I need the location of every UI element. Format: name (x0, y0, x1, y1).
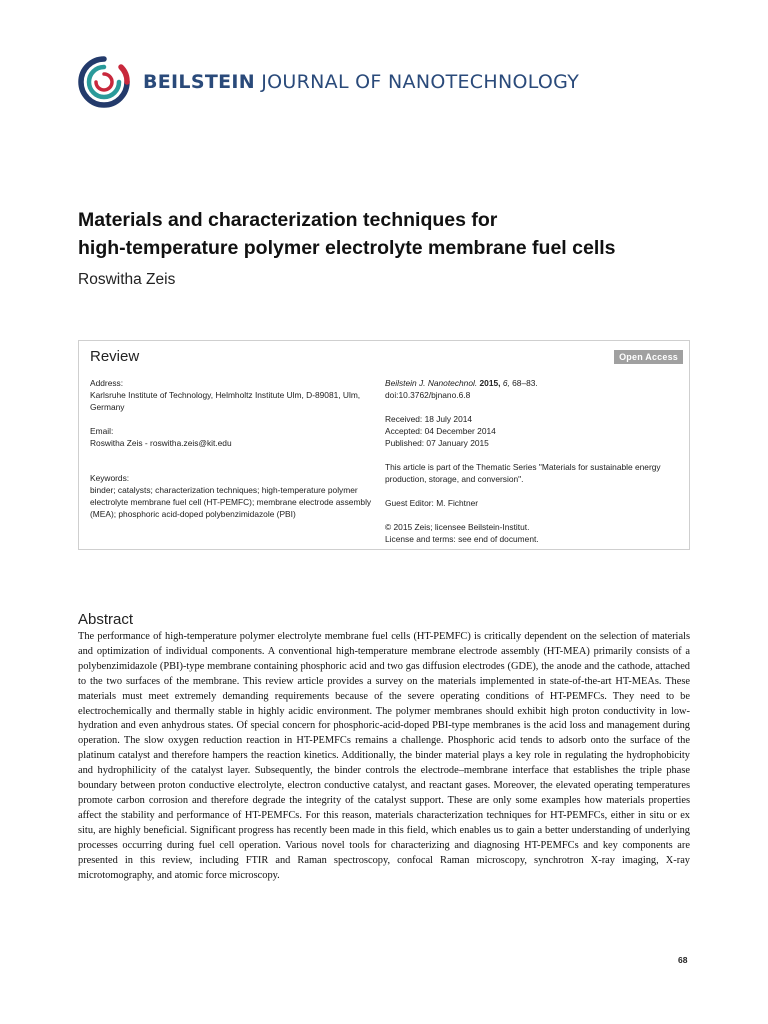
author-name: Roswitha Zeis (78, 271, 176, 288)
abstract-heading: Abstract (78, 611, 134, 628)
beilstein-logo-icon (77, 55, 131, 109)
published-date: Published: 07 January 2015 (385, 438, 489, 448)
article-title (78, 206, 698, 262)
info-left-column (90, 377, 375, 520)
copyright-notice: © 2015 Zeis; licensee Beilstein-Institut. (385, 522, 530, 532)
address-label: Address: (90, 378, 124, 388)
page-number: 68 (678, 955, 688, 965)
citation (385, 377, 675, 389)
journal-name-rest: JOURNAL OF NANOTECHNOLOGY (254, 71, 580, 93)
email-label: Email: (90, 426, 114, 436)
accepted-date: Accepted: 04 December 2014 (385, 426, 496, 436)
address-value: Karlsruhe Institute of Technology, Helmholtz Institute Ulm, D-89081, Ulm, Germany (90, 390, 361, 412)
article-title-line-2: high-temperature polymer electrolyte membrane fuel cells (78, 237, 616, 259)
article-type-heading: Review (90, 348, 140, 365)
journal-name (143, 71, 579, 93)
citation-year: 2015, (479, 378, 501, 388)
citation-volume: 6, (502, 378, 510, 388)
article-title-line-1: Materials and characterization techniques for (78, 209, 498, 231)
citation-journal: Beilstein J. Nanotechnol. (385, 378, 478, 388)
article-info-box (78, 340, 690, 550)
open-access-badge: Open Access (614, 350, 683, 364)
journal-header (77, 56, 579, 108)
license-note: License and terms: see end of document. (385, 534, 539, 544)
journal-name-bold: BEILSTEIN (143, 71, 255, 93)
email-value[interactable]: Roswitha Zeis - roswitha.zeis@kit.edu (90, 438, 232, 448)
keywords-value: binder; catalysts; characterization techniques; high-temperature polymer electrolyte membrane fuel cell (HT-PEMFC); membrane electrode assembly (MEA); phosphoric acid-doped polybenzimidazole (PBI) (90, 485, 372, 519)
keywords-label: Keywords: (90, 473, 130, 483)
citation-pages: 68–83. (512, 378, 538, 388)
received-date: Received: 18 July 2014 (385, 414, 473, 424)
thematic-series-note: This article is part of the Thematic Series "Materials for sustainable energy production, storage, and conversion". (385, 462, 661, 484)
info-right-column (385, 377, 675, 545)
guest-editor: Guest Editor: M. Fichtner (385, 498, 479, 508)
doi-link[interactable]: doi:10.3762/bjnano.6.8 (385, 390, 471, 400)
abstract-text: The performance of high-temperature polymer electrolyte membrane fuel cells (HT-PEMFC) is critically dependent on the selection of materials and optimization of individual components. A conventional high-temperature membrane electrode assembly (HT-MEA) primarily consists of a polybenzimidazole (PBI)-type membrane containing phosphoric acid and two gas diffusion electrodes (GDE), the anode and the cathode, attached to the two surfaces of the membrane. This review article provides a survey on the materials implemented in state-of-the-art HT-MEAs. These materials must meet extremely demanding requirements because of the severe operating conditions of HT-PEMFCs. They need to be electrochemically and thermally stable in highly acidic environment. The polymer membranes should exhibit high proton conductivity in low-hydration and even anhydrous states. Of special concern for phosphoric-acid-doped PBI-type membranes is the acid loss and management during operation. The slow oxygen reduction reaction in HT-PEMFCs remains a challenge. Phosphoric acid tends to adsorb onto the surface of the platinum catalyst and therefore hampers the reaction kinetics. Additionally, the binder material plays a key role in regulating the hydrophobicity and hydrophilicity of the catalyst layer. Subsequently, the binder controls the electrode–membrane interface that establishes the triple phase boundary between proton conductive electrolyte, electron conductive catalyst, and reactant gases. Moreover, the elevated operating temperatures promote carbon corrosion and therefore degrade the integrity of the catalyst support. These are only some examples how materials properties affect the stability and performance of HT-PEMFCs. For this reason, materials characterization techniques for HT-PEMFCs, either in situ or ex situ, are highly beneficial. Significant progress has recently been made in this field, which enables us to gain a better understanding of underlying processes occurring during fuel cell operation. Various novel tools for characterizing and diagnosing HT-PEMFCs and key components are presented in this review, including FTIR and Raman spectroscopy, confocal Raman microscopy, synchrotron X-ray imaging, X-ray microtomography, and atomic force microscopy. (78, 631, 690, 881)
